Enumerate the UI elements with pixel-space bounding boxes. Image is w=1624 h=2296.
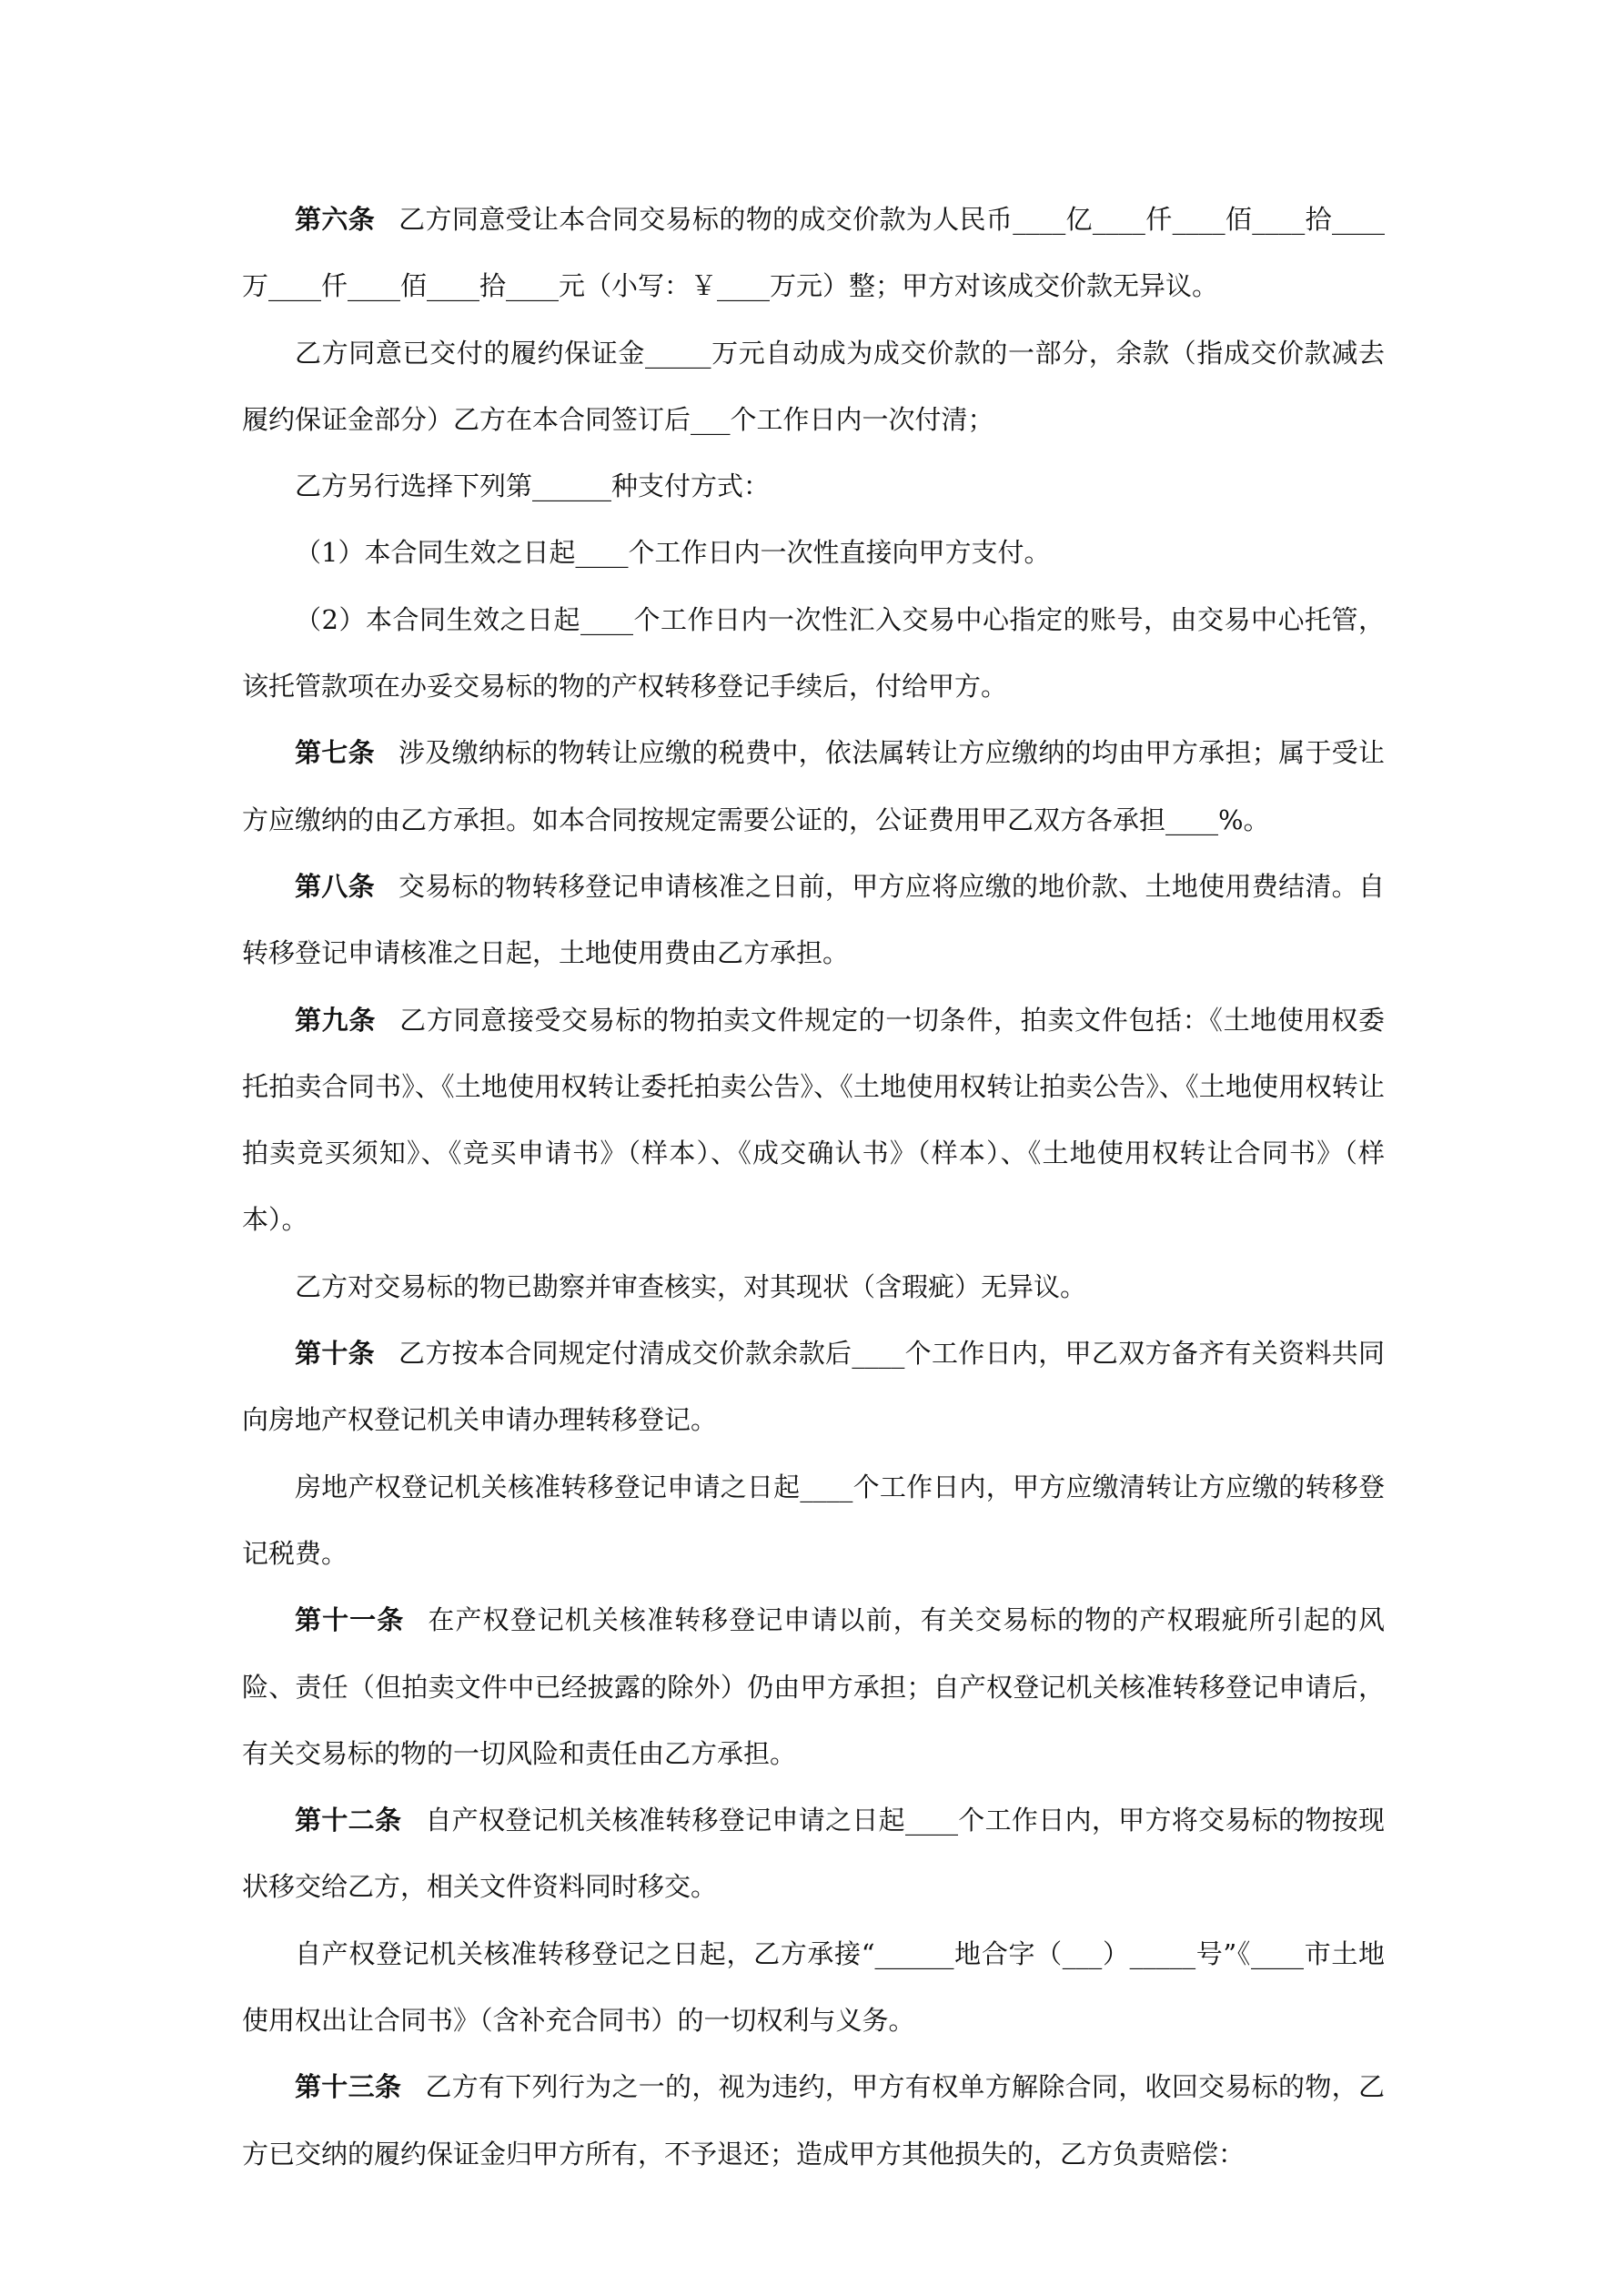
payment-option-1 xyxy=(242,520,1385,586)
paragraph-text: 涉及缴纳标的物转让应缴的税费中，依法属转让方应缴纳的均由甲方承担；属于受让方应缴纳的由乙方承担。如本合同按规定需要公证的，公证费用甲乙双方各承担____%。 xyxy=(242,737,1385,835)
article-label: 第八条 xyxy=(295,870,375,902)
paragraph-text: 自产权登记机关核准转移登记之日起，乙方承接“______地合字（___）_____号”《____市土地使用权出让合同书》（含补充合同书）的一切权利与义务。 xyxy=(242,1937,1385,2037)
article-11-paragraph xyxy=(242,1587,1385,1787)
contract-body xyxy=(242,187,1385,2188)
paragraph-text: 房地产权登记机关核准转移登记申请之日起____个工作日内，甲方应缴清转让方应缴的转移登记税费。 xyxy=(242,1471,1385,1569)
paragraph-text: （2）本合同生效之日起____个工作日内一次性汇入交易中心指定的账号，由交易中心托管，该托管款项在办妥交易标的物的产权转移登记手续后，付给甲方。 xyxy=(242,603,1385,703)
paragraph-text: 乙方有下列行为之一的，视为违约，甲方有权单方解除合同，收回交易标的物，乙方已交纳的履约保证金归甲方所有，不予退还；造成甲方其他损失的，乙方负责赔偿： xyxy=(242,2071,1385,2170)
payment-option-2 xyxy=(242,587,1385,721)
paragraph-text: 在产权登记机关核准转移登记申请以前，有关交易标的物的产权瑕疵所引起的风险、责任（但拍卖文件中已经披露的除外）仍由甲方承担；自产权登记机关核准转移登记申请后，有关交易标的物的一切风险和责任由乙方承担。 xyxy=(242,1604,1385,1769)
paragraph-text: 自产权登记机关核准转移登记申请之日起____个工作日内，甲方将交易标的物按现状移交给乙方，相关文件资料同时移交。 xyxy=(242,1805,1385,1903)
deposit-paragraph xyxy=(242,320,1385,454)
registration-tax-paragraph xyxy=(242,1454,1385,1588)
article-label: 第十条 xyxy=(295,1338,375,1370)
article-label: 第九条 xyxy=(295,1004,377,1036)
paragraph-text: 乙方另行选择下列第______种支付方式： xyxy=(295,470,771,502)
article-label: 第十一条 xyxy=(295,1604,405,1636)
article-6-paragraph xyxy=(242,187,1385,320)
paragraph-text: 乙方同意受让本合同交易标的物的成交价款为人民币____亿____仟____佰____拾____万____仟____佰____拾____元（小写：￥____万元）整；甲方对该成交价款无异议。 xyxy=(242,204,1385,302)
article-label: 第七条 xyxy=(295,737,375,769)
article-label: 第六条 xyxy=(295,204,376,235)
article-10-paragraph xyxy=(242,1320,1385,1454)
paragraph-text: 乙方按本合同规定付清成交价款余款后____个工作日内，甲乙双方备齐有关资料共同向房地产权登记机关申请办理转移登记。 xyxy=(242,1338,1385,1436)
article-label: 第十二条 xyxy=(295,1805,402,1836)
paragraph-text: 乙方同意接受交易标的物拍卖文件规定的一切条件，拍卖文件包括：《土地使用权委托拍卖合同书》、《土地使用权转让委托拍卖公告》、《土地使用权转让拍卖公告》、《土地使用权转让拍卖竞买须知》、《竞买申请书》（样本）、《成交确认书》（样本）、《土地使用权转让合同书》（样本）。 xyxy=(242,1004,1385,1236)
article-8-paragraph xyxy=(242,854,1385,987)
article-7-paragraph xyxy=(242,720,1385,854)
payment-method-paragraph xyxy=(242,453,1385,520)
rights-transfer-paragraph xyxy=(242,1921,1385,2055)
article-label: 第十三条 xyxy=(295,2071,402,2103)
inspection-paragraph xyxy=(242,1254,1385,1320)
article-9-paragraph xyxy=(242,987,1385,1254)
paragraph-text: （1）本合同生效之日起____个工作日内一次性直接向甲方支付。 xyxy=(295,537,1051,569)
article-13-paragraph xyxy=(242,2054,1385,2188)
paragraph-text: 乙方对交易标的物已勘察并审查核实，对其现状（含瑕疵）无异议。 xyxy=(295,1270,1087,1302)
paragraph-text: 乙方同意已交付的履约保证金_____万元自动成为成交价款的一部分，余款（指成交价款减去履约保证金部分）乙方在本合同签订后___个工作日内一次付清； xyxy=(242,337,1385,435)
article-12-paragraph xyxy=(242,1787,1385,1921)
paragraph-text: 交易标的物转移登记申请核准之日前，甲方应将应缴的地价款、土地使用费结清。自转移登记申请核准之日起，土地使用费由乙方承担。 xyxy=(242,870,1385,969)
